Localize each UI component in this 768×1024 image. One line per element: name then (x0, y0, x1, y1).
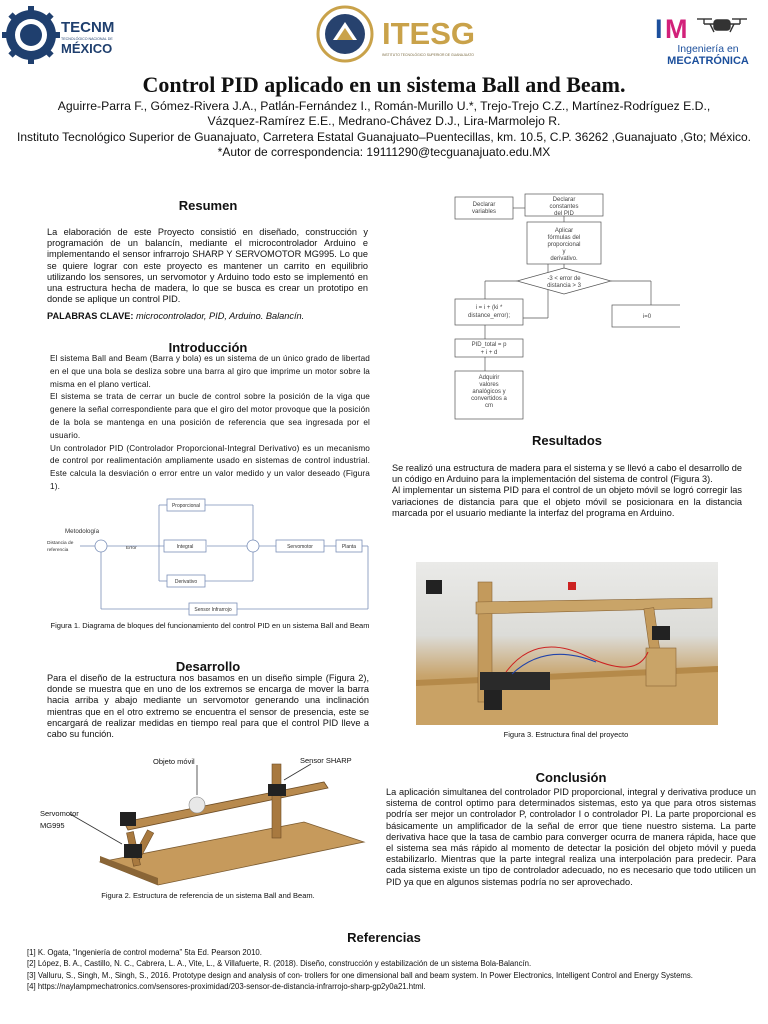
resultados-p1: Se realizó una estructura de madera para el sistema y se llevó a cabo el desarrollo de un código en Arduino para la implementación del sistema de control (Figura 3). (392, 463, 742, 485)
svg-text:valores: valores (479, 382, 499, 388)
svg-text:Adquirir: Adquirir (478, 375, 500, 381)
fig1-sensor: Sensor Infrarrojo (194, 607, 232, 613)
reference-item-2: [2] López, B. A., Castillo, N. C., Cabrera, L. A., Vite, L., & Villafuerte, R. (2018). Diseño, construcción y estabilización de un sistema Bola-Balancín. (27, 959, 532, 969)
fig1-servomotor: Servomotor (287, 544, 313, 550)
resultados-heading: Resultados (531, 433, 603, 448)
introduccion-heading: Introducción (168, 340, 248, 355)
conclusion-heading: Conclusión (535, 770, 607, 785)
svg-text:+ i + d: + i + d (480, 350, 498, 356)
fig1-planta: Planta (341, 544, 357, 550)
fig1-ref-1: Distancia de (47, 541, 74, 546)
flowchart (430, 185, 680, 425)
svg-text:derivativo.: derivativo. (550, 256, 578, 262)
fc-declarar-variables-1: Declarar (472, 202, 496, 208)
keywords-text: microcontrolador, PID, Arduino. Balancín. (133, 311, 305, 321)
fig2-objeto-label: Objeto móvil (153, 757, 195, 766)
svg-text:y: y (562, 249, 566, 255)
svg-text:Aplicar: Aplicar (554, 228, 574, 234)
authors-line-2: Vázquez-Ramírez E.E., Medrano-Chávez D.J., Lira-Marmolejo R. (207, 114, 561, 128)
resultados-text (392, 463, 742, 519)
itesg-sub: INSTITUTO TECNOLÓGICO SUPERIOR DE GUANAJUATO (382, 53, 474, 57)
desarrollo-heading: Desarrollo (175, 659, 241, 674)
svg-text:proporcional: proporcional (547, 242, 581, 248)
itesg-name: ITESG (382, 16, 476, 51)
itesg-logo (312, 4, 484, 66)
svg-text:distancia > 3: distancia > 3 (547, 283, 581, 289)
figure2-structure-render (36, 752, 372, 886)
svg-text:analógicos y: analógicos y (472, 389, 506, 395)
fig1-ref-2: referencia (47, 548, 69, 553)
resumen-text: La elaboración de este Proyecto consistió en diseñado, construcción y programación de un balancín, mediante el microcontrolador Arduino e implementando el sensor infrarrojo SHARP Y SERVOMOTOR MG995. Lo que se quiere lograr con este proyecto es mantener un carrito en equilibrio utilizando los sensores, un servomotor y Arduino todo esto se implementó en una estructura hecha de madera, lo que se busca es crear un prototipo en donde se aplique un control PID. (47, 227, 368, 305)
intro-p2: El sistema se trata de cerrar un bucle de control sobre la posición de la viga que genere la señal correspondiente para que el giro del motor provoque que la posición de la bola se mantenga en una posición de referencia que sea ingresada por el usuario. (50, 392, 370, 440)
svg-text:i = i + (ki *: i = i + (ki * (475, 305, 503, 311)
keywords-label: PALABRAS CLAVE: (47, 311, 134, 321)
paper-title: Control PID aplicado en un sistema Ball and Beam. (142, 72, 626, 97)
correspondence: *Autor de correspondencia: 19111290@tecguanajuato.edu.MX (217, 145, 551, 159)
meca-line1: Ingeniería en (677, 43, 739, 55)
introduccion-text (50, 353, 370, 494)
institution: Instituto Tecnológico Superior de Guanajuato, Carretera Estatal Guanajuato–Puentecillas, km. 10.5, C.P. 36262 ,Guanajuato ,Gto; México. (17, 130, 751, 144)
fig1-error: Error (126, 546, 137, 551)
fig1-derivativo: Derivativo (174, 579, 198, 585)
fig2-sensor-label: Sensor SHARP (300, 756, 352, 765)
tecnm-logo (2, 4, 114, 66)
svg-text:I: I (655, 14, 663, 44)
authors-line-1: Aguirre-Parra F., Gómez-Rivera J.A., Patlán-Fernández I., Román-Murillo U.*, Trejo-Trejo C.Z., Martínez-Rodríguez E.D., (57, 99, 711, 113)
references-list (27, 947, 757, 993)
svg-text:fórmulas del: fórmulas del (547, 235, 581, 241)
fc-declarar-variables-2: variables (471, 209, 497, 215)
resultados-p2: Al implementar un sistema PID para el control de un objeto móvil se logró corregir las variaciones de distancia para que el objeto móvil se posicionara en la distancia marcada por el usuario mediante la interfaz del programa en Arduino. (392, 485, 742, 518)
intro-p1: El sistema Ball and Beam (Barra y bola) es un sistema de un único grado de libertad en el que una bola se desliza sobre una barra al giro que imprime un motor sobre la misma en el plano vertical. (50, 354, 370, 389)
intro-p3: Un controlador PID (Controlador Proporcional-Integral Derivativo) es un mecanismo de control por realimentación ampliamente usado en sistemas de control industrial. Este calcula la desviación o error entre un valor medido y un valor deseado (Figura 1). (50, 443, 370, 491)
svg-text:M: M (665, 14, 688, 44)
tecnm-country: MÉXICO (61, 41, 113, 56)
resumen-heading: Resumen (178, 198, 238, 213)
svg-text:Declarar: Declarar (552, 197, 576, 203)
reference-item-1: [1] K. Ogata, “Ingeniería de control moderna” 5ta Ed. Pearson 2010. (27, 948, 262, 957)
figure2-caption: Figura 2. Estructura de referencia de un sistema Ball and Beam. (101, 891, 315, 900)
conclusion-text: La aplicación simultanea del controlador PID proporcional, integral y derivativa produce un sistema de control optimo para determinados sistemas, esto ya que para otros sistemas podría ser mejor un controlador P, controlador I o controlador PI. La parte proporcional es básicamente un amplificador de la señal de error que tiene nuestro sistema. La parte derivativa hace que la tasa de cambio para converger ocurra de manera rápida, hace que el sistema sea más rápido al momento de detectar la posición del objeto móvil y pueda estabilizarlo. Mientras que la parte integral realiza una interpolación para predecir. Para cada sistema existe un tipo de controlador adecuado, no es necesario que todo utilicen un PID ya que en algunos sistemas podría no ser aprovechado. (386, 787, 756, 887)
svg-text:PID_total = p: PID_total = p (471, 342, 507, 348)
reference-item-3: [3] Valluru, S., Singh, M., Singh, S., 2016. Prototype design and analysis of con- trollers for one dimensional ball and beam system. In Power Electronics, Intelligent Control and Energy Systems. (27, 970, 693, 980)
authors (4, 99, 764, 129)
svg-text:constantes: constantes (549, 204, 579, 210)
reference-item-4: [4] https://naylampmechatronics.com/sensores-proximidad/203-sensor-de-distancia-infrarrojo-sharp-gp2y0a21.html. (27, 982, 426, 992)
figure1-caption: Figura 1. Diagrama de bloques del funcionamiento del control PID en un sistema Ball and Beam (50, 621, 370, 630)
fig1-proporcional: Proporcional (171, 503, 201, 509)
svg-text:-3 < error de: -3 < error de (547, 276, 581, 282)
figure3-photo (416, 562, 718, 725)
meca-line2: MECATRÓNICA (667, 55, 749, 67)
mecatronica-logo (652, 8, 764, 68)
fig2-servo-label-2: MG995 (40, 821, 65, 830)
figure1-block-diagram (44, 495, 374, 617)
fig2-servo-label-1: Servomotor (40, 809, 79, 818)
svg-text:i=0: i=0 (642, 314, 652, 320)
svg-text:del PID: del PID (554, 211, 574, 217)
svg-text:convertidos a: convertidos a (471, 396, 507, 402)
svg-text:distance_error);: distance_error); (467, 313, 511, 319)
keywords (47, 311, 368, 322)
fig1-integral: Integral (176, 544, 194, 550)
figure3-caption: Figura 3. Estructura final del proyecto (503, 730, 629, 739)
referencias-heading: Referencias (347, 930, 421, 945)
svg-text:cm: cm (485, 403, 493, 409)
tecnm-sub: TECNOLÓGICO NACIONAL DE (61, 37, 113, 41)
drone-icon (697, 19, 747, 32)
affiliation (0, 130, 768, 160)
desarrollo-text: Para el diseño de la estructura nos basamos en un diseño simple (Figura 2), donde se muestra que en uno de los extremos se encarga de mover la barra hacia arriba y abajo mediante un servomotor generando una inclinación mientras que en el otro extremo se encuentra el sensor de presencia, este se encargará de realizar medidas en tiempo real para que el control PID lleve a cabo su función. (47, 673, 369, 740)
tecnm-name: TECNM (61, 19, 114, 36)
fig1-metodologia: Metodología (65, 528, 100, 535)
